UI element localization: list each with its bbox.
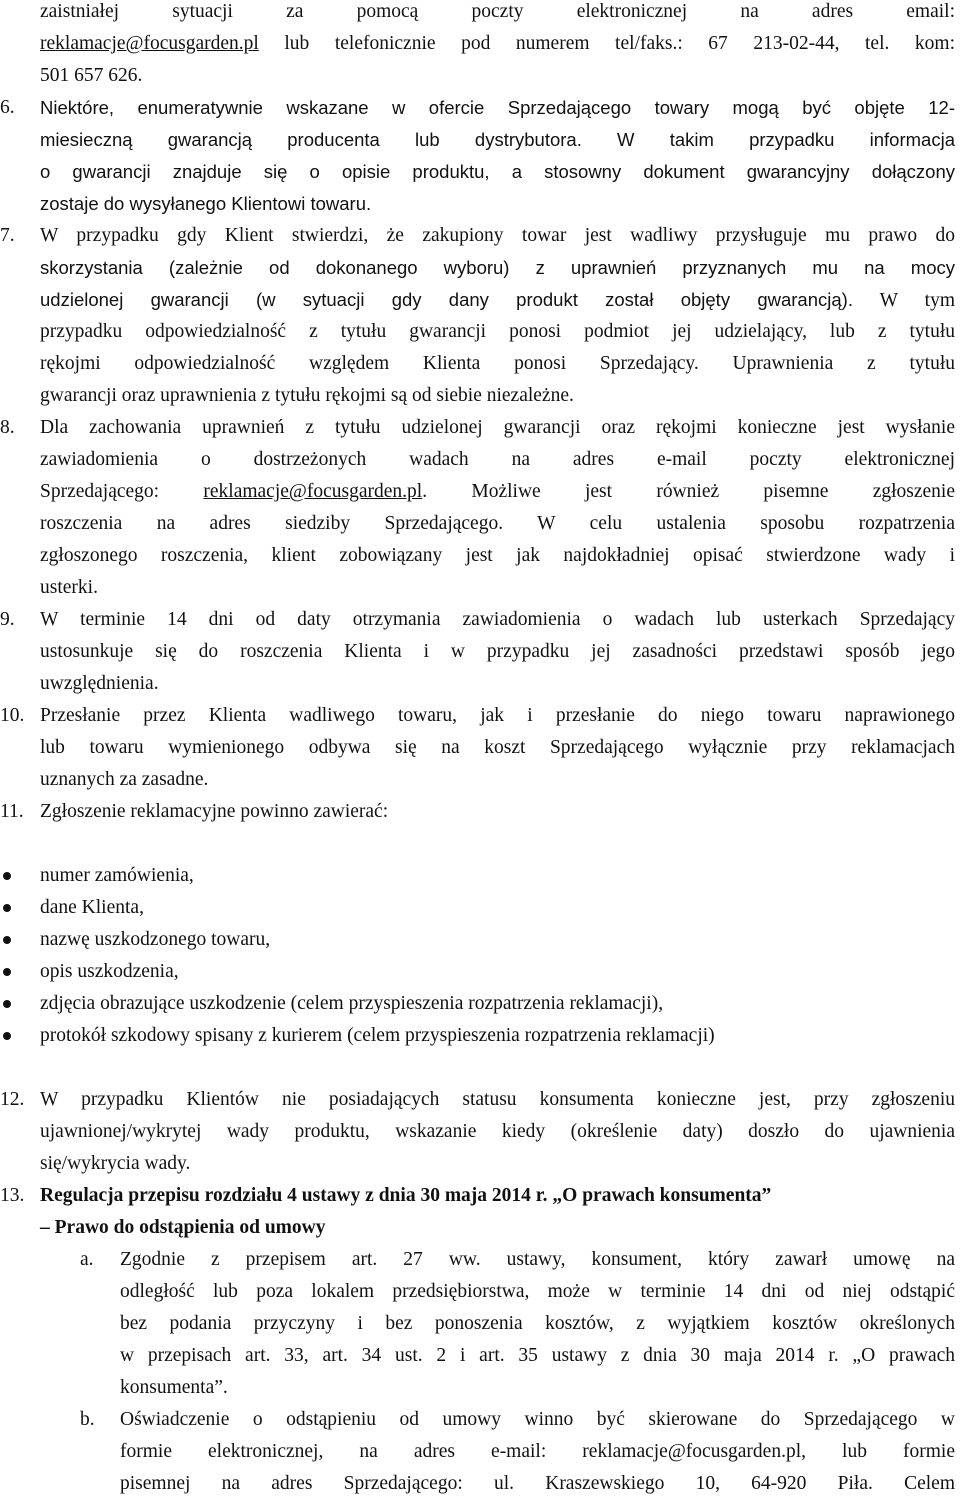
list-item: zdjęcia obrazujące uszkodzenie (celem przyspieszenia rozpatrzenia reklamacji), [40,993,664,1014]
text-line: W terminie 14 dni od daty otrzymania zawiadomienia o wadach lub usterkach Sprzedający [40,609,955,630]
list-item: nazwę uszkodzonego towaru, [40,929,271,950]
text-line: roszczenia na adres siedziby Sprzedającego. W celu ustalenia sposobu rozpatrzenia [40,513,955,534]
text-span: W takim przypadku informacja [581,129,955,150]
text-line: ustosunkuje się do roszczenia Klienta i w przypadku jej zasadności przedstawi sposób jego [40,641,955,662]
text-span: . Możliwe jest również pisemne zgłoszenie [422,481,955,502]
bullet-icon [3,872,11,880]
text-line: się/wykrycia wady. [40,1153,191,1174]
item-number: 7. [0,225,15,246]
text-line: pisemnej na adres Sprzedającego: ul. Kraszewskiego 10, 64-920 Piła. Celem [120,1473,955,1494]
text-span: Sprzedającego: [40,481,204,502]
text-span: lub telefonicznie pod numerem tel/faks.: 67 213-02-44, tel. kom: [258,33,955,54]
text-line: usterki. [40,577,98,598]
list-item: numer zamówienia, [40,865,194,886]
text-line: zgłoszonego roszczenia, klient zobowiązany jest jak najdokładniej opisać stwierdzone wady i [40,545,955,566]
text-line: konsumenta”. [120,1377,228,1398]
bullet-icon [3,936,11,944]
text-line [40,476,955,508]
text-line [40,284,955,316]
sub-item-label: a. [80,1249,94,1270]
text-line: skorzystania (zależnie od dokonanego wyboru) z uprawnień przyznanych mu na mocy [40,257,955,278]
text-line [40,28,955,60]
text-line: W przypadku Klientów nie posiadających statusu konsumenta konieczne jest, przy zgłoszeniu [40,1089,955,1110]
text-line: Zgodnie z przepisem art. 27 ww. ustawy, konsument, który zawarł umowę na [120,1249,955,1270]
item-number: 10. [0,705,25,726]
bullet-icon [3,1000,11,1008]
list-item: protokół szkodowy spisany z kurierem (celem przyspieszenia rozpatrzenia reklamacji) [40,1025,715,1046]
section-heading: Regulacja przepisu rozdziału 4 ustawy z dnia 30 maja 2014 r. „O prawach konsumenta” [40,1185,772,1206]
text-line: ujawnionej/wykrytej wady produktu, wskazanie kiedy (określenie daty) doszło do ujawnienia [40,1121,955,1142]
text-line: Dla zachowania uprawnień z tytułu udzielonej gwarancji oraz rękojmi konieczne jest wysłanie [40,417,955,438]
text-line: lub towaru wymienionego odbywa się na koszt Sprzedającego wyłącznie przy reklamacjach [40,737,955,758]
item-number: 8. [0,417,15,438]
item-number: 13. [0,1185,25,1206]
list-item: dane Klienta, [40,897,144,918]
text-line: gwarancji oraz uprawnienia z tytułu rękojmi są od siebie niezależne. [40,385,574,406]
bullet-icon [3,968,11,976]
sub-item-label: b. [80,1409,95,1430]
text-line: W przypadku gdy Klient stwierdzi, że zakupiony towar jest wadliwy przysługuje mu prawo do [40,225,955,246]
item-number: 9. [0,609,15,630]
text-line: zostaje do wysyłanego Klientowi towaru. [40,193,372,214]
section-heading: – Prawo do odstąpienia od umowy [40,1217,326,1238]
email-link[interactable]: reklamacje@focusgarden.pl [40,33,259,54]
item-number: 12. [0,1089,25,1110]
text-line: uwzględnienia. [40,673,159,694]
text-span: udzielonej gwarancji (w sytuacji gdy dany produkt został objęty gwarancją). [40,289,853,310]
text-line: zaistniałej sytuacji za pomocą poczty elektronicznej na adres email: [40,1,955,22]
text-line: 501 657 626. [40,65,143,86]
text-line: Zgłoszenie reklamacyjne powinno zawierać: [40,801,389,822]
bullet-icon [3,904,11,912]
text-line: odległość lub poza lokalem przedsiębiorstwa, może w terminie 14 dni od niej odstąpić [120,1281,955,1302]
item-number: 11. [0,801,24,822]
item-number: 6. [0,97,15,118]
text-line: przypadku odpowiedzialność z tytułu gwarancji ponosi podmiot jej udzielający, lub z tytułu [40,321,955,342]
text-line: Niektóre, enumeratywnie wskazane w ofercie Sprzedającego towary mogą być objęte 12- [40,97,955,118]
list-item: opis uszkodzenia, [40,961,179,982]
text-line: Oświadczenie o odstąpieniu od umowy winno być skierowane do Sprzedającego w [120,1409,955,1430]
text-line: formie elektronicznej, na adres e-mail: reklamacje@focusgarden.pl, lub formie [120,1441,955,1462]
text-line: bez podania przyczyny i bez ponoszenia kosztów, z wyjątkiem kosztów określonych [120,1313,955,1334]
bullet-icon [3,1032,11,1040]
text-line: w przepisach art. 33, art. 34 ust. 2 i art. 35 ustawy z dnia 30 maja 2014 r. „O prawach [120,1345,955,1366]
text-span: W tym [852,290,955,311]
text-line [40,124,955,156]
text-line: rękojmi odpowiedzialność względem Klienta ponosi Sprzedający. Uprawnienia z tytułu [40,353,955,374]
email-link[interactable]: reklamacje@focusgarden.pl [203,481,423,502]
text-line: uznanych za zasadne. [40,769,209,790]
text-line: Przesłanie przez Klienta wadliwego towaru, jak i przesłanie do niego towaru naprawionego [40,705,955,726]
text-line: zawiadomienia o dostrzeżonych wadach na adres e-mail poczty elektronicznej [40,449,955,470]
text-line: o gwarancji znajduje się o opisie produktu, a stosowny dokument gwarancyjny dołączony [40,161,955,182]
text-span: miesieczną gwarancją producenta lub dystrybutora. [40,129,582,150]
